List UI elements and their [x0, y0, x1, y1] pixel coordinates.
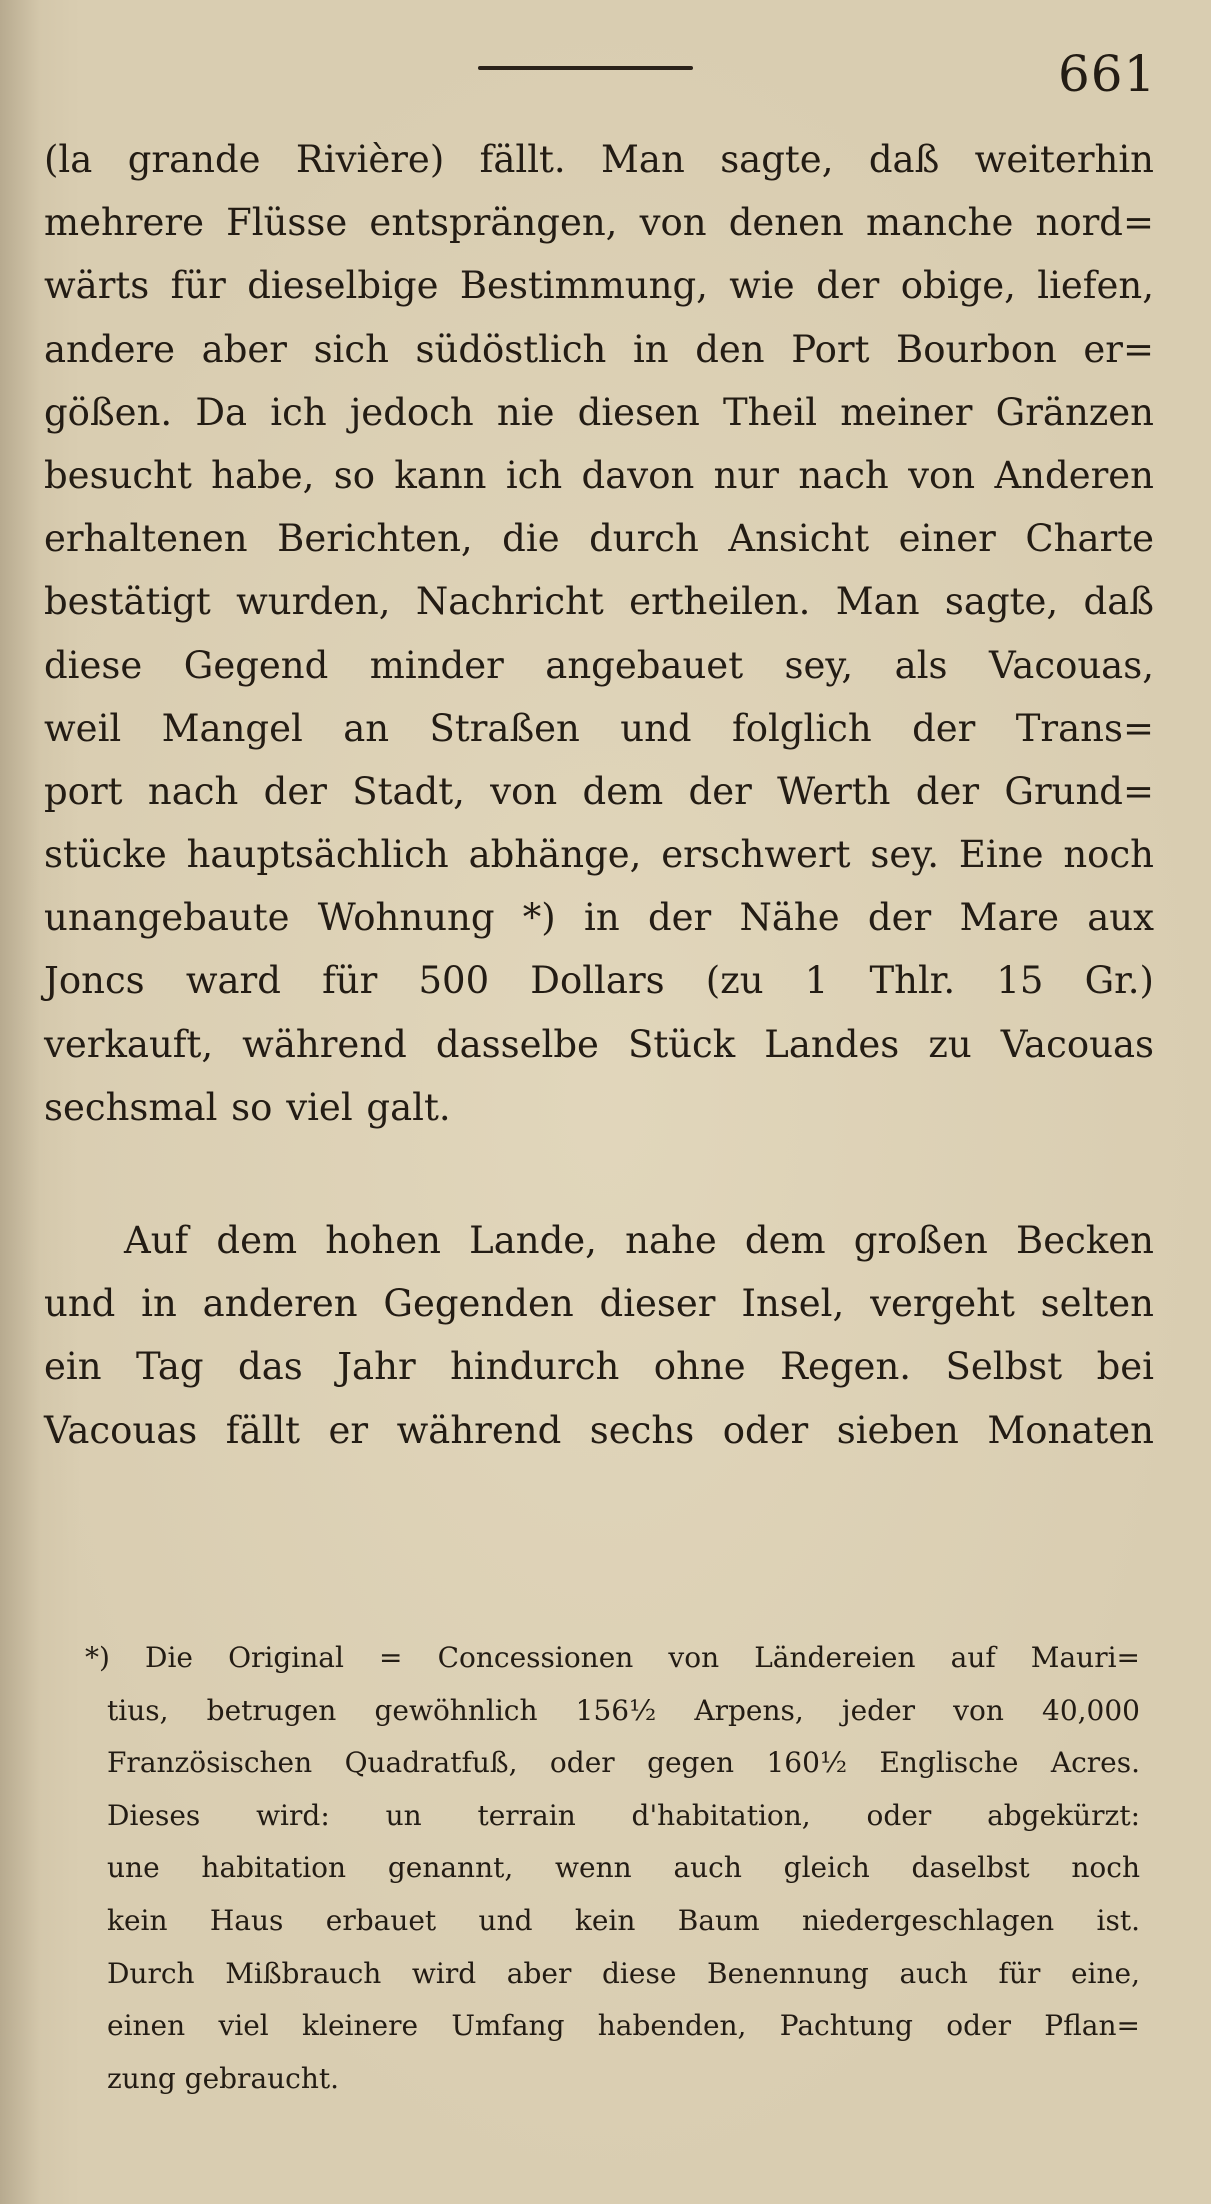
page-header [0, 44, 1211, 104]
text-line: port nach der Stadt, von dem der Werth der Grund= [44, 769, 1154, 813]
paragraph-2 [44, 1209, 1154, 1462]
text-line: bestätigt wurden, Nachricht ertheilen. Man sagte, daß [44, 580, 1154, 624]
footnote-line: Dieses wird: un terrain d'habitation, oder abgekürzt: [107, 1798, 1140, 1832]
footnote-line: une habitation genannt, wenn auch gleich daselbst noch [107, 1851, 1140, 1885]
footnote-line: Französischen Quadratfuß, oder gegen 160½ Englische Acres. [107, 1746, 1140, 1780]
text-line: unangebaute Wohnung *) in der Nähe der Mare aux [44, 896, 1154, 940]
text-line: andere aber sich südöstlich in den Port Bourbon er= [44, 327, 1154, 371]
text-line: (la grande Rivière) fällt. Man sagte, daß weiterhin [44, 138, 1154, 181]
text-line: erhaltenen Berichten, die durch Ansicht einer Charte [44, 517, 1154, 561]
footnote-line: tius, betrugen gewöhnlich 156½ Arpens, jeder von 40,000 [107, 1693, 1140, 1727]
text-line: Auf dem hohen Lande, nahe dem großen Becken [124, 1219, 1154, 1262]
text-line: Joncs ward für 500 Dollars (zu 1 Thlr. 15 Gr.) [44, 959, 1154, 1003]
text-line: gößen. Da ich jedoch nie diesen Theil meiner Gränzen [44, 390, 1154, 434]
paragraph-1 [44, 128, 1154, 1139]
body-text [44, 128, 1154, 1462]
footnote-line: *) Die Original = Concessionen von Ländereien auf Mauri= [85, 1641, 1140, 1674]
text-line: mehrere Flüsse entsprängen, von denen manche nord= [44, 201, 1154, 245]
paragraph-gap [44, 1139, 1154, 1209]
text-line: weil Mangel an Straßen und folglich der Trans= [44, 706, 1154, 750]
text-line: besucht habe, so kann ich davon nur nach von Anderen [44, 453, 1154, 497]
footnote-line: einen viel kleinere Umfang habenden, Pachtung oder Pflan= [107, 2009, 1140, 2043]
text-line: ein Tag das Jahr hindurch ohne Regen. Selbst bei [44, 1345, 1154, 1389]
header-rule [478, 66, 693, 70]
footnote-line: zung gebraucht. [107, 2061, 340, 2095]
footnote [85, 1632, 1140, 2105]
text-line: verkauft, während dasselbe Stück Landes zu Vacouas [44, 1022, 1154, 1066]
text-line: Vacouas fällt er während sechs oder sieben Monaten [44, 1408, 1154, 1452]
text-line: wärts für dieselbige Bestimmung, wie der obige, liefen, [44, 264, 1154, 308]
page-number: 661 [1058, 45, 1157, 103]
text-line: diese Gegend minder angebauet sey, als Vacouas, [44, 643, 1154, 687]
footnote-line: kein Haus erbauet und kein Baum niedergeschlagen ist. [107, 1903, 1140, 1937]
text-line: stücke hauptsächlich abhänge, erschwert sey. Eine noch [44, 833, 1154, 877]
text-line: und in anderen Gegenden dieser Insel, vergeht selten [44, 1282, 1154, 1326]
footnote-line: Durch Mißbrauch wird aber diese Benennung auch für eine, [107, 1956, 1140, 1990]
text-line: sechsmal so viel galt. [44, 1085, 451, 1129]
